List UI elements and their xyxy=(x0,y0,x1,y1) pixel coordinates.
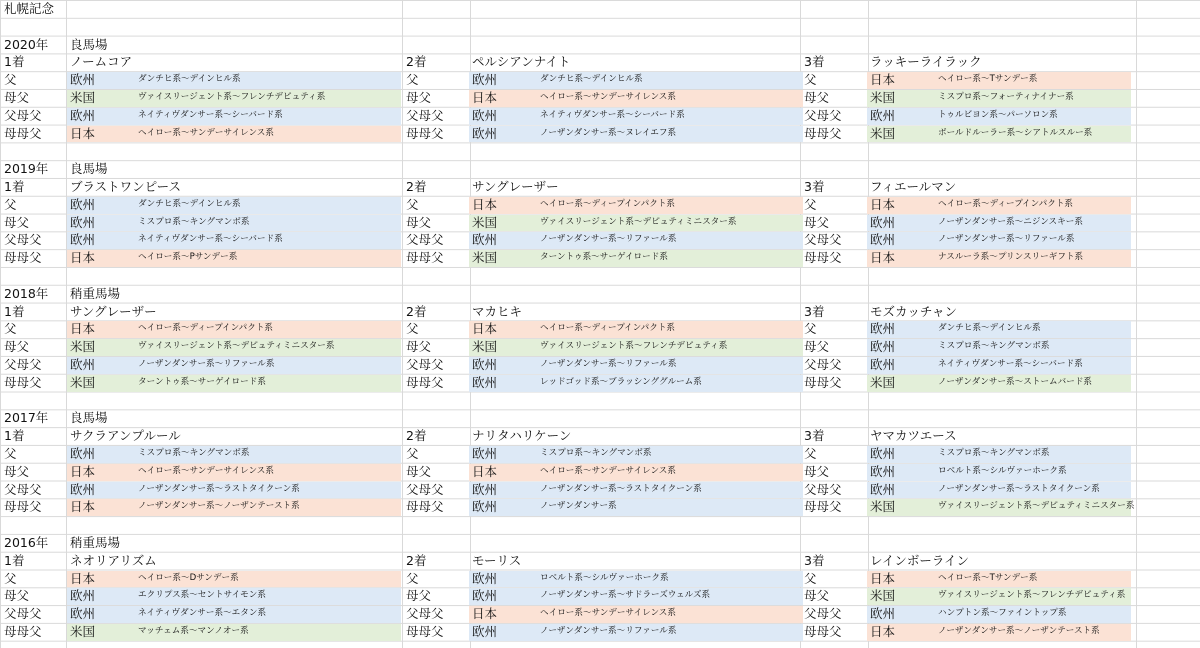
relation-label[interactable]: 母母父 xyxy=(804,374,842,390)
region-label[interactable]: 欧州 xyxy=(472,125,498,141)
finish-rank[interactable]: 1着 xyxy=(4,179,25,194)
region-label[interactable]: 欧州 xyxy=(870,107,896,123)
lineage-text[interactable]: ヘイロー系～ディープインパクト系 xyxy=(138,323,274,334)
pedigree-row-dam-dam-sire xyxy=(0,374,1200,392)
pedigree-row-sire-dam-sire xyxy=(0,231,1200,249)
relation-label[interactable]: 父 xyxy=(406,72,419,88)
finish-rank[interactable]: 2着 xyxy=(406,303,427,319)
region-label[interactable]: 欧州 xyxy=(870,463,896,479)
lineage-text[interactable]: ロベルト系～シルヴァーホーク系 xyxy=(938,465,1067,476)
lineage-text[interactable]: ヘイロー系～サンデーサイレンス系 xyxy=(540,465,676,476)
pedigree-row-sire-dam-sire xyxy=(0,481,1200,499)
lineage-text[interactable]: ノーザンダンサー系～ラストタイクーン系 xyxy=(540,483,702,494)
region-fill xyxy=(469,499,803,516)
lineage-text[interactable]: ノーザンダンサー系～リファール系 xyxy=(540,234,677,245)
relation-label[interactable]: 父 xyxy=(804,446,817,461)
finish-rank[interactable]: 1着 xyxy=(4,303,25,319)
relation-label[interactable]: 母父 xyxy=(406,463,432,479)
pedigree-row-dam-dam-sire xyxy=(0,249,1200,267)
relation-label[interactable]: 母母父 xyxy=(406,125,444,141)
title-row xyxy=(0,0,1200,18)
race-header-row xyxy=(0,285,1200,303)
relation-label[interactable]: 父 xyxy=(406,196,419,212)
lineage-text[interactable]: ヘイロー系～Tサンデー系 xyxy=(938,74,1038,85)
horse-name[interactable]: マカヒキ xyxy=(472,303,523,319)
race-year[interactable]: 2017年 xyxy=(4,410,49,426)
region-label[interactable]: 欧州 xyxy=(70,107,96,123)
region-label[interactable]: 欧州 xyxy=(70,72,96,88)
horse-name[interactable]: ネオリアリズム xyxy=(70,552,157,568)
race-year[interactable]: 2019年 xyxy=(4,161,49,177)
region-label[interactable]: 日本 xyxy=(472,321,498,337)
relation-label[interactable]: 父 xyxy=(804,72,817,88)
lineage-text[interactable]: ヘイロー系～Tサンデー系 xyxy=(938,572,1038,583)
relation-label[interactable]: 母父 xyxy=(4,214,30,230)
lineage-text[interactable]: ヴァイスリージェント系～フレンチデピュティ系 xyxy=(938,590,1126,601)
lineage-text[interactable]: ハンプトン系～ファイントップ系 xyxy=(938,608,1067,619)
lineage-text[interactable]: ネイティヴダンサー系～シーバード系 xyxy=(138,109,283,120)
region-label[interactable]: 日本 xyxy=(870,196,896,212)
lineage-text[interactable]: ヴァイスリージェント系～デピュティミニスター系 xyxy=(938,501,1135,512)
pedigree-row-dam-sire xyxy=(0,463,1200,481)
lineage-text[interactable]: ノーザンダンサー系～ノーザンテースト系 xyxy=(938,626,1100,636)
region-label[interactable]: 欧州 xyxy=(472,72,498,88)
lineage-text[interactable]: ヘイロー系～ディープインパクト系 xyxy=(540,198,676,209)
relation-label[interactable]: 母母父 xyxy=(804,250,842,266)
region-label[interactable]: 日本 xyxy=(70,125,96,141)
lineage-text[interactable]: エクリプス系～セントサイモン系 xyxy=(138,590,266,601)
pedigree-row-sire-dam-sire xyxy=(0,356,1200,374)
region-label[interactable]: 欧州 xyxy=(472,357,498,372)
lineage-text[interactable]: ノーザンダンサー系 xyxy=(540,501,617,512)
region-label[interactable]: 欧州 xyxy=(472,374,498,390)
region-label[interactable]: 欧州 xyxy=(70,481,96,497)
relation-label[interactable]: 父母父 xyxy=(804,107,842,123)
region-label[interactable]: 米国 xyxy=(472,250,498,266)
pedigree-row-dam-sire xyxy=(0,89,1200,107)
relation-label[interactable]: 父 xyxy=(4,321,17,337)
relation-label[interactable]: 父 xyxy=(406,570,419,586)
region-label[interactable]: 欧州 xyxy=(472,481,498,497)
finish-rank[interactable]: 2着 xyxy=(406,552,427,568)
relation-label[interactable]: 父 xyxy=(804,321,817,337)
relation-label[interactable]: 父母父 xyxy=(804,232,842,248)
region-label[interactable]: 欧州 xyxy=(472,499,498,515)
lineage-text[interactable]: ヘイロー系～サンデーサイレンス系 xyxy=(540,92,676,102)
region-label[interactable]: 欧州 xyxy=(70,606,96,622)
pedigree-row-dam-sire xyxy=(0,214,1200,232)
relation-label[interactable]: 父 xyxy=(4,570,17,586)
relation-label[interactable]: 父母父 xyxy=(4,107,42,123)
lineage-text[interactable]: ダンチヒ系～デインヒル系 xyxy=(540,74,643,85)
lineage-text[interactable]: レッドゴッド系～ブラッシンググルーム系 xyxy=(540,376,702,387)
lineage-text[interactable]: ヘイロー系～Pサンデー系 xyxy=(138,252,238,263)
relation-label[interactable]: 父 xyxy=(406,446,419,461)
lineage-text[interactable]: ミスプロ系～フォーティナイナー系 xyxy=(938,92,1074,102)
lineage-text[interactable]: ダンチヒ系～デインヒル系 xyxy=(138,198,241,209)
region-label[interactable]: 欧州 xyxy=(870,606,896,622)
region-label[interactable]: 欧州 xyxy=(870,321,896,337)
relation-label[interactable]: 父 xyxy=(4,446,17,461)
pedigree-row-father xyxy=(0,570,1200,588)
race-header-row xyxy=(0,409,1200,427)
region-label[interactable]: 米国 xyxy=(870,90,896,105)
region-label[interactable]: 欧州 xyxy=(70,196,96,212)
relation-label[interactable]: 父母父 xyxy=(406,357,444,372)
pedigree-row-sire-dam-sire xyxy=(0,107,1200,125)
sheet-title[interactable]: 札幌記念 xyxy=(4,1,55,16)
relation-label[interactable]: 母母父 xyxy=(4,499,42,515)
region-label[interactable]: 米国 xyxy=(870,125,896,141)
relation-label[interactable]: 父母父 xyxy=(4,232,42,248)
finish-rank[interactable]: 3着 xyxy=(804,552,825,568)
pedigree-row-father xyxy=(0,445,1200,463)
relation-label[interactable]: 母母父 xyxy=(4,250,42,266)
finish-rank[interactable]: 1着 xyxy=(4,428,25,444)
region-label[interactable]: 日本 xyxy=(472,463,498,479)
relation-label[interactable]: 父 xyxy=(4,196,17,212)
lineage-text[interactable]: ヘイロー系～ディープインパクト系 xyxy=(938,198,1074,209)
lineage-text[interactable]: ヘイロー系～サンデーサイレンス系 xyxy=(138,465,274,476)
region-label[interactable]: 日本 xyxy=(70,463,96,479)
race-header-row xyxy=(0,36,1200,54)
horse-name[interactable]: フィエールマン xyxy=(870,179,957,194)
region-label[interactable]: 米国 xyxy=(870,588,896,604)
relation-label[interactable]: 母母父 xyxy=(4,374,42,390)
horse-name[interactable]: ペルシアンナイト xyxy=(472,54,571,70)
finish-rank[interactable]: 3着 xyxy=(804,54,825,70)
horse-name[interactable]: ラッキーライラック xyxy=(870,54,982,70)
rank-row xyxy=(0,427,1200,445)
finish-rank[interactable]: 3着 xyxy=(804,179,825,194)
horse-name[interactable]: サクラアンプルール xyxy=(70,428,181,444)
horse-name[interactable]: サングレーザー xyxy=(70,303,157,319)
finish-rank[interactable]: 1着 xyxy=(4,54,25,70)
relation-label[interactable]: 父母父 xyxy=(406,606,444,622)
lineage-text[interactable]: ノーザンダンサー系～ラストタイクーン系 xyxy=(138,483,300,494)
region-label[interactable]: 米国 xyxy=(70,624,96,639)
region-label[interactable]: 欧州 xyxy=(472,232,498,248)
relation-label[interactable]: 母父 xyxy=(804,463,830,479)
region-label[interactable]: 欧州 xyxy=(870,481,896,497)
region-label[interactable]: 欧州 xyxy=(70,446,96,461)
lineage-text[interactable]: ターントゥ系～サーゲイロード系 xyxy=(540,252,668,263)
finish-rank[interactable]: 2着 xyxy=(406,54,427,70)
lineage-text[interactable]: ノーザンダンサー系～サドラーズウェルズ系 xyxy=(540,590,711,601)
lineage-text[interactable]: ロベルト系～シルヴァーホーク系 xyxy=(540,572,669,583)
relation-label[interactable]: 母母父 xyxy=(406,499,444,515)
region-label[interactable]: 日本 xyxy=(472,606,498,622)
region-label[interactable]: 米国 xyxy=(70,374,96,390)
region-label[interactable]: 欧州 xyxy=(472,588,498,604)
region-label[interactable]: 欧州 xyxy=(70,357,96,372)
track-condition[interactable]: 良馬場 xyxy=(70,36,108,52)
lineage-text[interactable]: ネイティヴダンサー系～シーバード系 xyxy=(540,109,685,120)
track-condition[interactable]: 良馬場 xyxy=(70,161,108,177)
relation-label[interactable]: 母父 xyxy=(406,339,432,355)
pedigree-row-sire-dam-sire xyxy=(0,605,1200,623)
lineage-text[interactable]: マッチェム系～マンノオー系 xyxy=(138,626,249,636)
finish-rank[interactable]: 2着 xyxy=(406,179,427,194)
lineage-text[interactable]: ヴァイスリージェント系～デピュティミニスター系 xyxy=(138,341,335,352)
lineage-text[interactable]: ノーザンダンサー系～リファール系 xyxy=(938,234,1075,245)
lineage-text[interactable]: ボールドルーラー系～シアトルスルー系 xyxy=(938,127,1093,138)
lineage-text[interactable]: ヴァイスリージェント系～フレンチデピュティ系 xyxy=(540,341,728,352)
relation-label[interactable]: 母母父 xyxy=(4,624,42,639)
race-year[interactable]: 2018年 xyxy=(4,285,49,301)
relation-label[interactable]: 母母父 xyxy=(804,624,842,639)
lineage-text[interactable]: ダンチヒ系～デインヒル系 xyxy=(938,323,1041,334)
relation-label[interactable]: 母父 xyxy=(804,90,830,105)
region-label[interactable]: 日本 xyxy=(70,499,96,515)
lineage-text[interactable]: ヴァイスリージェント系～フレンチデピュティ系 xyxy=(138,92,326,102)
region-label[interactable]: 米国 xyxy=(70,339,96,355)
region-label[interactable]: 日本 xyxy=(472,196,498,212)
lineage-text[interactable]: ノーザンダンサー系～リファール系 xyxy=(540,626,677,636)
finish-rank[interactable]: 3着 xyxy=(804,428,825,444)
region-label[interactable]: 日本 xyxy=(870,624,896,639)
relation-label[interactable]: 父 xyxy=(804,196,817,212)
region-label[interactable]: 欧州 xyxy=(70,588,96,604)
relation-label[interactable]: 母母父 xyxy=(406,250,444,266)
pedigree-row-dam-sire xyxy=(0,338,1200,356)
relation-label[interactable]: 母母父 xyxy=(4,125,42,141)
finish-rank[interactable]: 2着 xyxy=(406,428,427,444)
lineage-text[interactable]: トゥルビヨン系～パーソロン系 xyxy=(938,109,1058,120)
region-label[interactable]: 日本 xyxy=(70,250,96,266)
region-label[interactable]: 欧州 xyxy=(472,570,498,586)
lineage-text[interactable]: ミスプロ系～キングマンボ系 xyxy=(938,448,1050,458)
relation-label[interactable]: 父 xyxy=(4,72,17,88)
pedigree-row-dam-dam-sire xyxy=(0,125,1200,143)
relation-label[interactable]: 父母父 xyxy=(804,357,842,372)
region-label[interactable]: 欧州 xyxy=(870,357,896,372)
lineage-text[interactable]: ノーザンダンサー系～ストームバード系 xyxy=(938,376,1093,387)
relation-label[interactable]: 父母父 xyxy=(4,606,42,622)
relation-label[interactable]: 母父 xyxy=(406,588,432,604)
region-label[interactable]: 欧州 xyxy=(870,339,896,355)
rank-row xyxy=(0,303,1200,321)
relation-label[interactable]: 父母父 xyxy=(804,606,842,622)
pedigree-row-dam-dam-sire xyxy=(0,623,1200,641)
finish-rank[interactable]: 3着 xyxy=(804,303,825,319)
relation-label[interactable]: 父 xyxy=(406,321,419,337)
relation-label[interactable]: 父 xyxy=(804,570,817,586)
relation-label[interactable]: 母母父 xyxy=(804,499,842,515)
lineage-text[interactable]: ミスプロ系～キングマンボ系 xyxy=(138,216,250,227)
region-label[interactable]: 欧州 xyxy=(472,624,498,639)
lineage-text[interactable]: ノーザンダンサー系～リファール系 xyxy=(138,359,275,369)
region-label[interactable]: 欧州 xyxy=(472,107,498,123)
horse-name[interactable]: モーリス xyxy=(472,552,522,568)
lineage-text[interactable]: ミスプロ系～キングマンボ系 xyxy=(540,448,652,458)
region-label[interactable]: 日本 xyxy=(70,321,96,337)
relation-label[interactable]: 母父 xyxy=(4,90,30,105)
region-label[interactable]: 米国 xyxy=(472,339,498,355)
region-label[interactable]: 欧州 xyxy=(870,232,896,248)
horse-name[interactable]: ノームコア xyxy=(70,54,133,70)
lineage-text[interactable]: ナスルーラ系～プリンスリーギフト系 xyxy=(938,252,1084,263)
finish-rank[interactable]: 1着 xyxy=(4,552,25,568)
relation-label[interactable]: 母母父 xyxy=(406,374,444,390)
lineage-text[interactable]: ノーザンダンサー系～ヌレイエフ系 xyxy=(540,127,677,138)
rank-row xyxy=(0,178,1200,196)
pedigree-row-father xyxy=(0,71,1200,89)
relation-label[interactable]: 母父 xyxy=(406,214,432,230)
relation-label[interactable]: 母父 xyxy=(4,588,30,604)
lineage-text[interactable]: ヘイロー系～ディープインパクト系 xyxy=(540,323,676,334)
horse-name[interactable]: ヤマカツエース xyxy=(870,428,957,444)
region-label[interactable]: 米国 xyxy=(70,90,96,105)
lineage-text[interactable]: ノーザンダンサー系～ラストタイクーン系 xyxy=(938,483,1100,494)
race-year[interactable]: 2020年 xyxy=(4,36,49,52)
relation-label[interactable]: 父母父 xyxy=(406,481,444,497)
region-label[interactable]: 日本 xyxy=(870,72,896,88)
track-condition[interactable]: 稍重馬場 xyxy=(70,285,121,301)
relation-label[interactable]: 母父 xyxy=(4,339,30,355)
relation-label[interactable]: 母母父 xyxy=(406,624,444,639)
relation-label[interactable]: 父母父 xyxy=(4,357,42,372)
region-label[interactable]: 米国 xyxy=(472,214,498,230)
relation-label[interactable]: 父母父 xyxy=(804,481,842,497)
track-condition[interactable]: 稍重馬場 xyxy=(70,535,121,550)
region-label[interactable]: 米国 xyxy=(870,499,896,515)
region-label[interactable]: 欧州 xyxy=(70,232,96,248)
relation-label[interactable]: 父母父 xyxy=(406,107,444,123)
lineage-text[interactable]: ネイティヴダンサー系～シーバード系 xyxy=(938,359,1083,369)
horse-name[interactable]: ナリタハリケーン xyxy=(472,428,572,444)
relation-label[interactable]: 母父 xyxy=(804,588,830,604)
relation-label[interactable]: 父母父 xyxy=(406,232,444,248)
lineage-text[interactable]: ネイティヴダンサー系～シーバード系 xyxy=(138,234,283,245)
lineage-text[interactable]: ミスプロ系～キングマンボ系 xyxy=(938,341,1050,352)
region-label[interactable]: 欧州 xyxy=(870,214,896,230)
region-label[interactable]: 日本 xyxy=(870,250,896,266)
horse-name[interactable]: レインボーライン xyxy=(870,552,970,568)
relation-label[interactable]: 母父 xyxy=(4,463,30,479)
relation-label[interactable]: 母父 xyxy=(406,90,432,105)
region-label[interactable]: 欧州 xyxy=(70,214,96,230)
pedigree-row-father xyxy=(0,320,1200,338)
race-year[interactable]: 2016年 xyxy=(4,535,49,550)
lineage-text[interactable]: ターントゥ系～サーゲイロード系 xyxy=(138,376,266,387)
lineage-text[interactable]: ヴァイスリージェント系～デピュティミニスター系 xyxy=(540,216,737,227)
relation-label[interactable]: 母父 xyxy=(804,214,830,230)
lineage-text[interactable]: ヘイロー系～サンデーサイレンス系 xyxy=(138,127,274,138)
pedigree-row-father xyxy=(0,196,1200,214)
pedigree-row-dam-sire xyxy=(0,587,1200,605)
rank-row xyxy=(0,552,1200,570)
lineage-text[interactable]: ネイティヴダンサー系～エタン系 xyxy=(138,608,267,619)
track-condition[interactable]: 良馬場 xyxy=(70,410,108,426)
race-header-row xyxy=(0,534,1200,552)
lineage-text[interactable]: ノーザンダンサー系～ニジンスキー系 xyxy=(938,216,1083,227)
horse-name[interactable]: サングレーザー xyxy=(472,179,559,194)
lineage-text[interactable]: ノーザンダンサー系～ノーザンテースト系 xyxy=(138,501,300,512)
lineage-text[interactable]: ダンチヒ系～デインヒル系 xyxy=(138,74,241,85)
region-label[interactable]: 欧州 xyxy=(472,446,498,461)
region-label[interactable]: 欧州 xyxy=(870,446,896,461)
rank-row xyxy=(0,53,1200,71)
relation-label[interactable]: 母父 xyxy=(804,339,830,355)
lineage-text[interactable]: ヘイロー系～Dサンデー系 xyxy=(138,572,239,583)
race-header-row xyxy=(0,160,1200,178)
region-label[interactable]: 日本 xyxy=(472,90,498,105)
horse-name[interactable]: モズカッチャン xyxy=(870,303,958,319)
lineage-text[interactable]: ヘイロー系～サンデーサイレンス系 xyxy=(540,608,676,619)
region-label[interactable]: 日本 xyxy=(70,570,96,586)
relation-label[interactable]: 父母父 xyxy=(4,481,42,497)
region-label[interactable]: 日本 xyxy=(870,570,896,586)
horse-name[interactable]: ブラストワンピース xyxy=(70,179,182,194)
lineage-text[interactable]: ミスプロ系～キングマンボ系 xyxy=(138,448,250,458)
region-label[interactable]: 米国 xyxy=(870,374,896,390)
lineage-text[interactable]: ノーザンダンサー系～リファール系 xyxy=(540,359,677,369)
relation-label[interactable]: 母母父 xyxy=(804,125,842,141)
pedigree-row-dam-dam-sire xyxy=(0,498,1200,516)
